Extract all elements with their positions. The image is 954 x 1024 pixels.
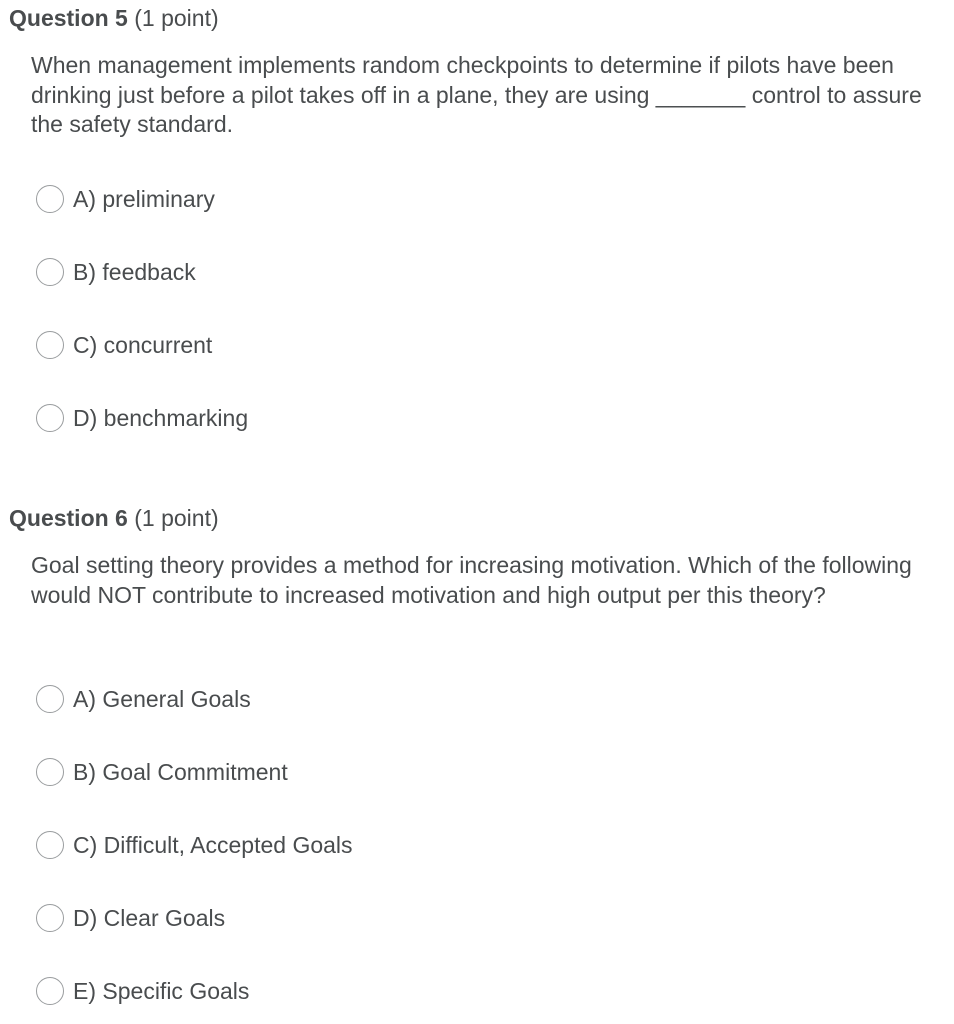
answer-option-d[interactable]	[36, 903, 225, 933]
question-header	[9, 3, 219, 33]
answer-label[interactable]: A) preliminary	[73, 186, 215, 212]
question-points: (1 point)	[134, 505, 219, 531]
answer-option-c[interactable]	[36, 330, 212, 360]
radio-button-icon[interactable]	[36, 758, 64, 786]
answer-option-d[interactable]	[36, 403, 248, 433]
radio-button-icon[interactable]	[36, 977, 64, 1005]
answer-label[interactable]: D) Clear Goals	[73, 905, 226, 931]
answer-option-a[interactable]	[36, 684, 251, 714]
radio-button-icon[interactable]	[36, 904, 64, 932]
radio-button-icon[interactable]	[36, 331, 64, 359]
answer-label[interactable]: A) General Goals	[73, 686, 251, 712]
answer-label[interactable]: D) benchmarking	[73, 405, 249, 431]
answer-label[interactable]: B) Goal Commitment	[73, 759, 288, 785]
question-text: Goal setting theory provides a method for increasing motivation. Which of the following would NOT contribute to increased motivation and high output per this theory?	[31, 552, 912, 608]
question-points: (1 point)	[134, 5, 219, 31]
radio-button-icon[interactable]	[36, 258, 64, 286]
answer-label[interactable]: C) Difficult, Accepted Goals	[73, 832, 353, 858]
answer-option-a[interactable]	[36, 184, 215, 214]
radio-button-icon[interactable]	[36, 185, 64, 213]
answer-label[interactable]: B) feedback	[73, 259, 196, 285]
question-header	[9, 503, 219, 533]
radio-button-icon[interactable]	[36, 404, 64, 432]
answer-option-b[interactable]	[36, 757, 288, 787]
answer-label[interactable]: C) concurrent	[73, 332, 213, 358]
question-text: When management implements random checkpoints to determine if pilots have been drinking just before a pilot takes off in a plane, they are using _______ control to assure the safety standard.	[31, 52, 922, 137]
answer-label[interactable]: E) Specific Goals	[73, 978, 250, 1004]
answer-option-c[interactable]	[36, 830, 353, 860]
question-title: Question 6	[9, 505, 128, 531]
question-title: Question 5	[9, 5, 128, 31]
radio-button-icon[interactable]	[36, 831, 64, 859]
answer-option-e[interactable]	[36, 976, 249, 1006]
radio-button-icon[interactable]	[36, 685, 64, 713]
answer-option-b[interactable]	[36, 257, 196, 287]
